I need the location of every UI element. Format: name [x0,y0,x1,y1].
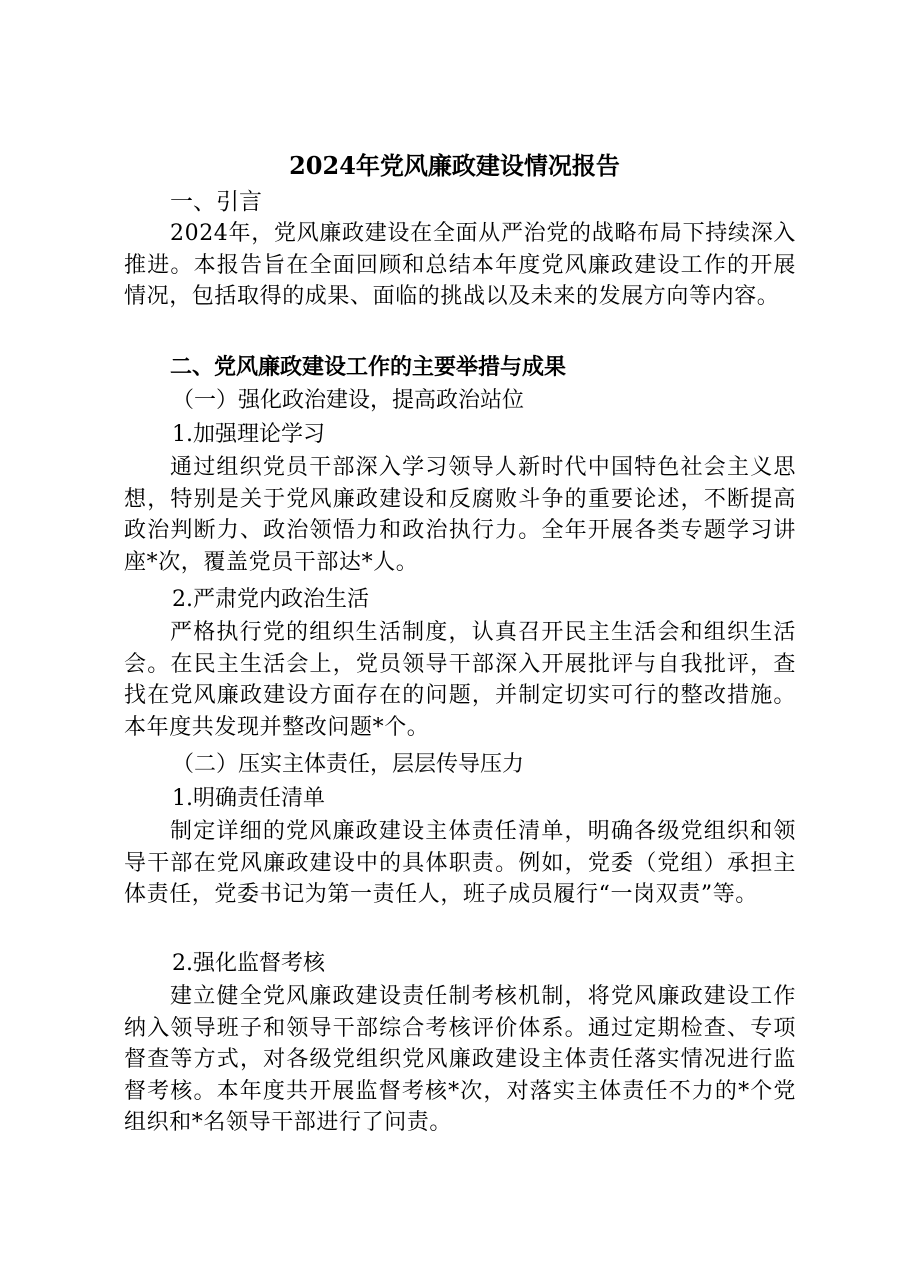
item-heading-political-life: 2.严肃党内政治生活 [172,587,369,612]
paragraph-supervision: 建立健全党风廉政建设责任制考核机制，将党风廉政建设工作纳入领导班子和领导干部综合考核评价体系。通过定期检查、专项督查等方式，对各级党组织党风廉政建设主体责任落实情况进行监督考核。本年度共开展监督考核*次，对落实主体责任不力的*个党组织和*名领导干部进行了问责。 [124,984,796,1135]
section-heading-introduction: 一、引言 [170,189,262,215]
document-title: 2024年党风廉政建设情况报告 [289,151,620,180]
item-heading-responsibility-list: 1.明确责任清单 [172,786,325,811]
paragraph-political-life: 严格执行党的组织生活制度，认真召开民主生活会和组织生活会。在民主生活会上，党员领导干部深入开展批评与自我批评，查找在党风廉政建设方面存在的问题，并制定切实可行的整改措施。本年度共发现并整改问题*个。 [124,620,796,740]
subsection-heading-responsibility: （二）压实主体责任，层层传导压力 [172,752,525,777]
subsection-heading-political: （一）强化政治建设，提高政治站位 [172,388,525,413]
section-heading-measures: 二、党风廉政建设工作的主要举措与成果 [170,354,567,380]
item-heading-supervision: 2.强化监督考核 [172,951,325,976]
paragraph-responsibility-list: 制定详细的党风廉政建设主体责任清单，明确各级党组织和领导干部在党风廉政建设中的具体职责。例如，党委（党组）承担主体责任，党委书记为第一责任人，班子成员履行“一岗双责”等。 [124,819,796,907]
item-heading-theory-study: 1.加强理论学习 [172,422,325,447]
paragraph-theory-study: 通过组织党员干部深入学习领导人新时代中国特色社会主义思想，特别是关于党风廉政建设和反腐败斗争的重要论述，不断提高政治判断力、政治领悟力和政治执行力。全年开展各类专题学习讲座*次，覆盖党员干部达*人。 [124,455,796,575]
paragraph-introduction: 2024年，党风廉政建设在全面从严治党的战略布局下持续深入推进。本报告旨在全面回顾和总结本年度党风廉政建设工作的开展情况，包括取得的成果、面临的挑战以及未来的发展方向等内容。 [124,221,796,309]
